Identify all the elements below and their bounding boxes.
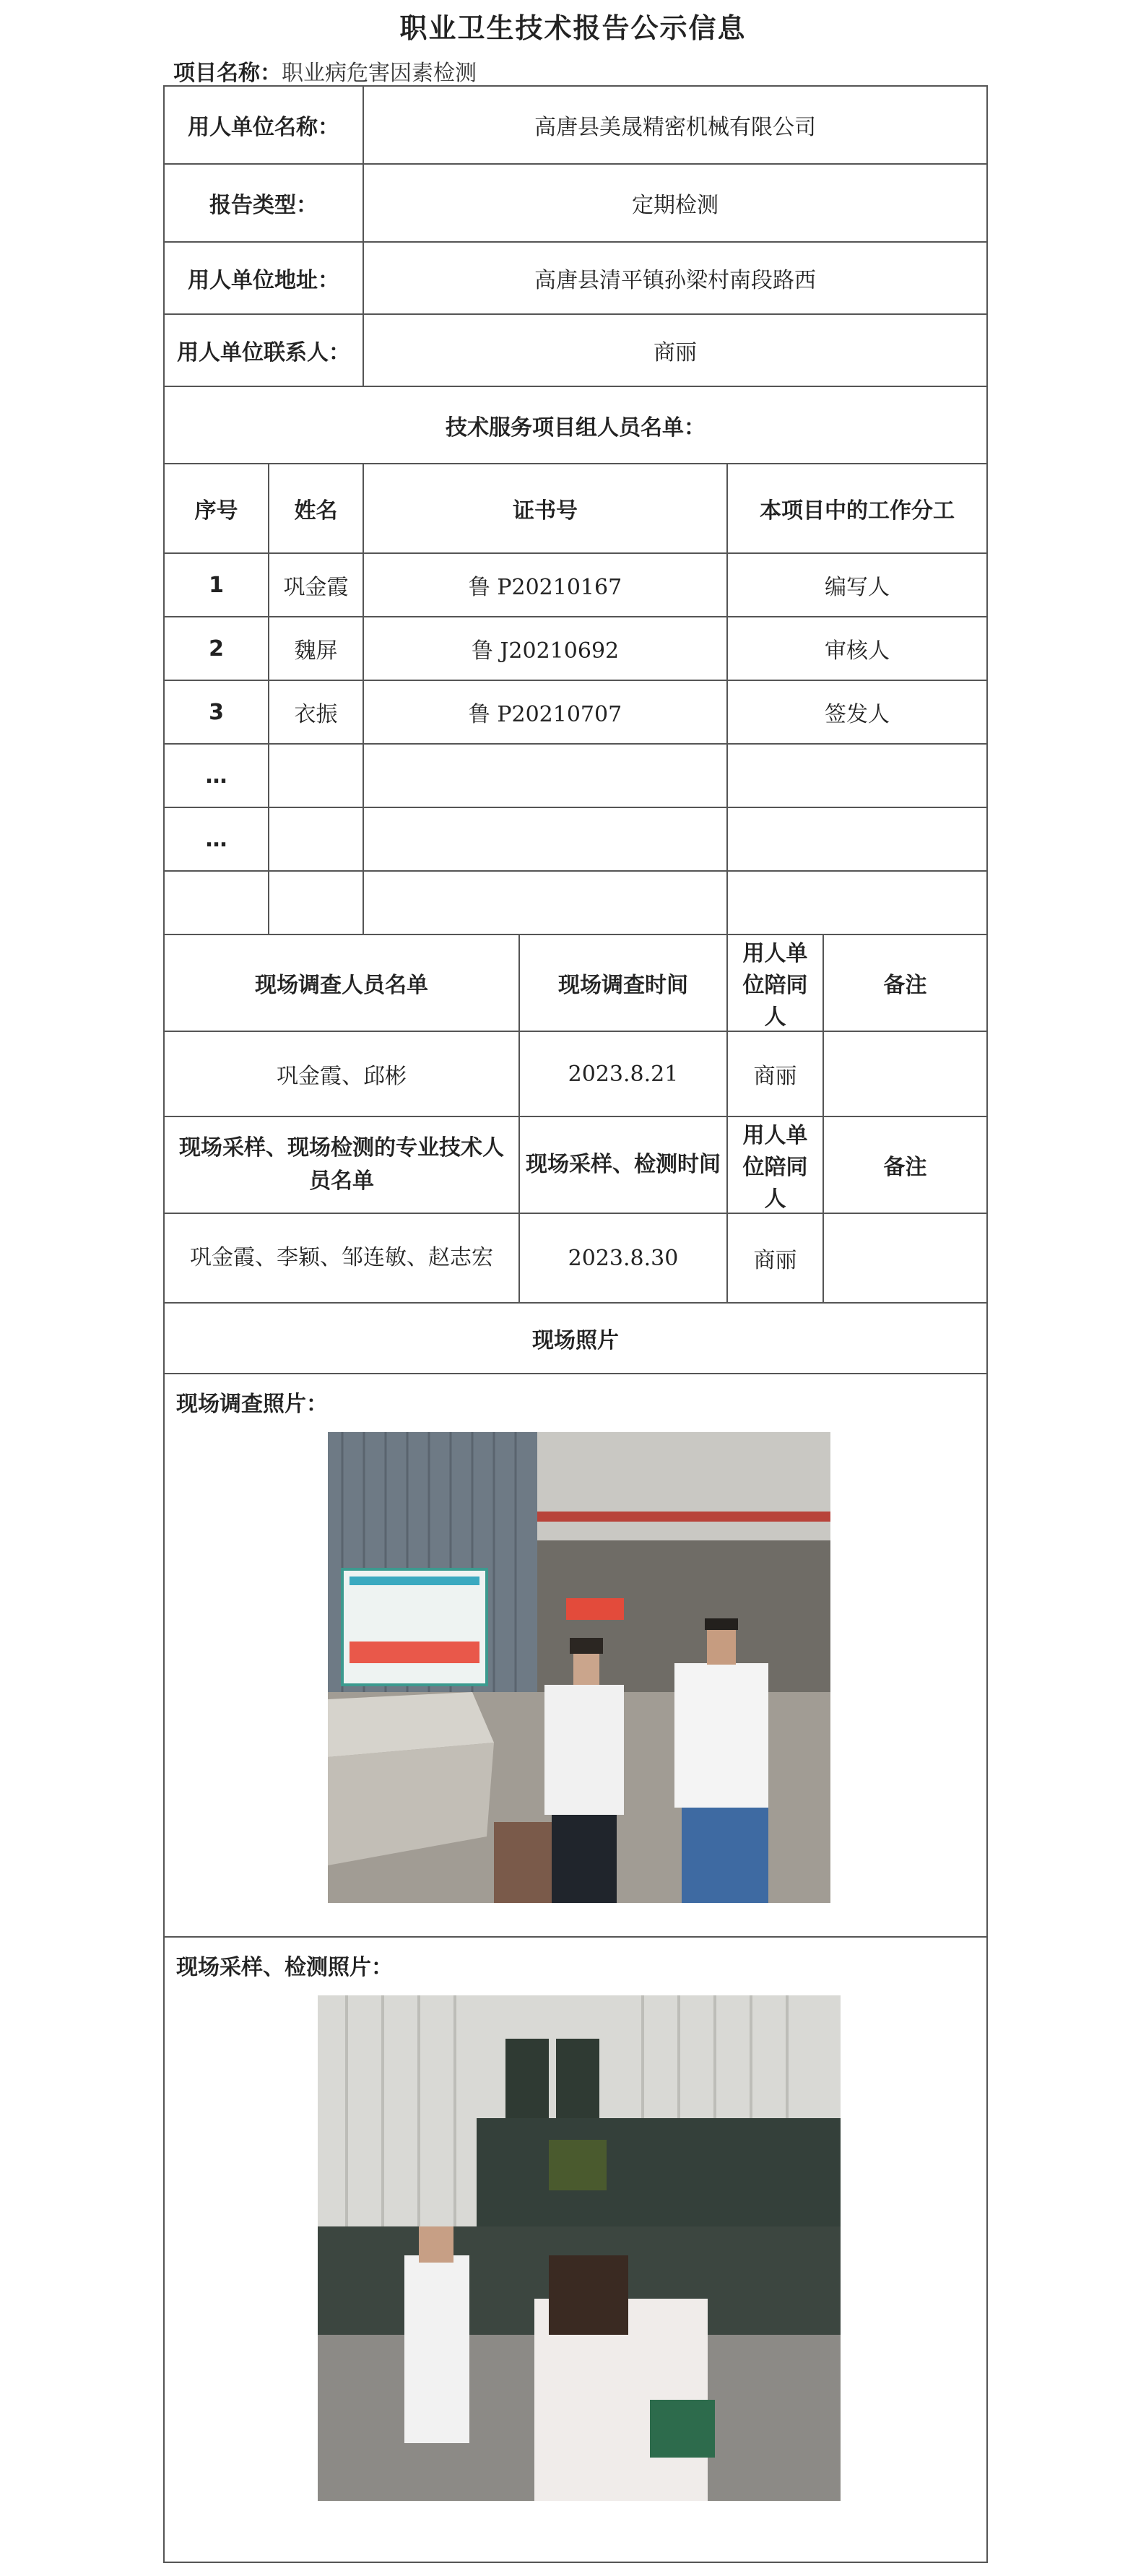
team-row-no: 3 — [164, 680, 269, 744]
team-row-cert — [363, 744, 727, 807]
team-row-cert: 鲁 J20210692 — [363, 617, 727, 680]
table-row — [164, 553, 987, 617]
sampling-header-people: 现场采样、现场检测的专业技术人员名单 — [164, 1116, 519, 1213]
team-row-role: 编写人 — [727, 553, 987, 617]
team-row-no: 1 — [164, 553, 269, 617]
survey-photo — [328, 1432, 830, 1903]
team-row-name: 巩金霞 — [269, 553, 363, 617]
team-row-no: … — [164, 807, 269, 871]
team-row-cert: 鲁 P20210167 — [363, 553, 727, 617]
survey-photo-cell — [164, 1374, 987, 1937]
team-row-cert — [363, 871, 727, 934]
sampling-people: 巩金霞、李颖、邹连敏、赵志宏 — [164, 1213, 519, 1303]
survey-note — [823, 1031, 987, 1116]
team-row-no: … — [164, 744, 269, 807]
employer-name-value: 高唐县美晟精密机械有限公司 — [363, 86, 987, 164]
sampling-header-companion: 用人单位陪同人 — [727, 1116, 823, 1213]
table-row — [164, 617, 987, 680]
table-row — [164, 680, 987, 744]
table-row — [164, 807, 987, 871]
team-header-no: 序号 — [164, 464, 269, 553]
employer-name-label: 用人单位名称： — [164, 86, 363, 164]
survey-header-people: 现场调查人员名单 — [164, 934, 519, 1031]
report-type-label: 报告类型： — [164, 164, 363, 242]
survey-time: 2023.8.21 — [519, 1031, 727, 1116]
sampling-photo-caption: 现场采样、检测照片： — [176, 1955, 393, 1980]
report-type-value: 定期检测 — [363, 164, 987, 242]
team-row-cert — [363, 807, 727, 871]
table-row — [164, 871, 987, 934]
team-row-role: 审核人 — [727, 617, 987, 680]
team-row-role — [727, 744, 987, 807]
project-name-label: 项目名称： — [173, 61, 282, 86]
survey-header-companion: 用人单位陪同人 — [727, 934, 823, 1031]
team-row-name: 衣振 — [269, 680, 363, 744]
sampling-photo-cell — [164, 1937, 987, 2562]
survey-people: 巩金霞、邱彬 — [164, 1031, 519, 1116]
photos-table — [163, 1302, 988, 2563]
report-info-table — [163, 85, 988, 1304]
team-row-role: 签发人 — [727, 680, 987, 744]
sampling-note — [823, 1213, 987, 1303]
team-row-role — [727, 807, 987, 871]
employer-contact-value: 商丽 — [363, 314, 987, 386]
sampling-companion: 商丽 — [727, 1213, 823, 1303]
sampling-header-note: 备注 — [823, 1116, 987, 1213]
team-row-cert: 鲁 P20210707 — [363, 680, 727, 744]
team-row-name — [269, 871, 363, 934]
sampling-photo — [318, 1995, 841, 2501]
sampling-time: 2023.8.30 — [519, 1213, 727, 1303]
sampling-photo-image — [318, 1995, 841, 2501]
survey-companion: 商丽 — [727, 1031, 823, 1116]
team-row-no: 2 — [164, 617, 269, 680]
team-row-name — [269, 744, 363, 807]
team-heading: 技术服务项目组人员名单： — [164, 386, 987, 464]
survey-photo-caption: 现场调查照片： — [176, 1392, 328, 1417]
team-header-role: 本项目中的工作分工 — [727, 464, 987, 553]
team-row-name — [269, 807, 363, 871]
team-row-no — [164, 871, 269, 934]
project-name-line — [173, 55, 477, 87]
survey-photo-image — [328, 1432, 830, 1903]
sampling-header-time: 现场采样、检测时间 — [519, 1116, 727, 1213]
team-row-role — [727, 871, 987, 934]
employer-address-label: 用人单位地址： — [164, 242, 363, 314]
page-title: 职业卫生技术报告公示信息 — [399, 12, 747, 44]
survey-header-time: 现场调查时间 — [519, 934, 727, 1031]
team-row-name: 魏屏 — [269, 617, 363, 680]
photos-heading: 现场照片 — [164, 1303, 987, 1374]
table-row — [164, 744, 987, 807]
project-name-value: 职业病危害因素检测 — [282, 61, 477, 86]
survey-header-note: 备注 — [823, 934, 987, 1031]
team-header-cert: 证书号 — [363, 464, 727, 553]
employer-contact-label: 用人单位联系人： — [164, 314, 363, 386]
employer-address-value: 高唐县清平镇孙梁村南段路西 — [363, 242, 987, 314]
team-header-name: 姓名 — [269, 464, 363, 553]
